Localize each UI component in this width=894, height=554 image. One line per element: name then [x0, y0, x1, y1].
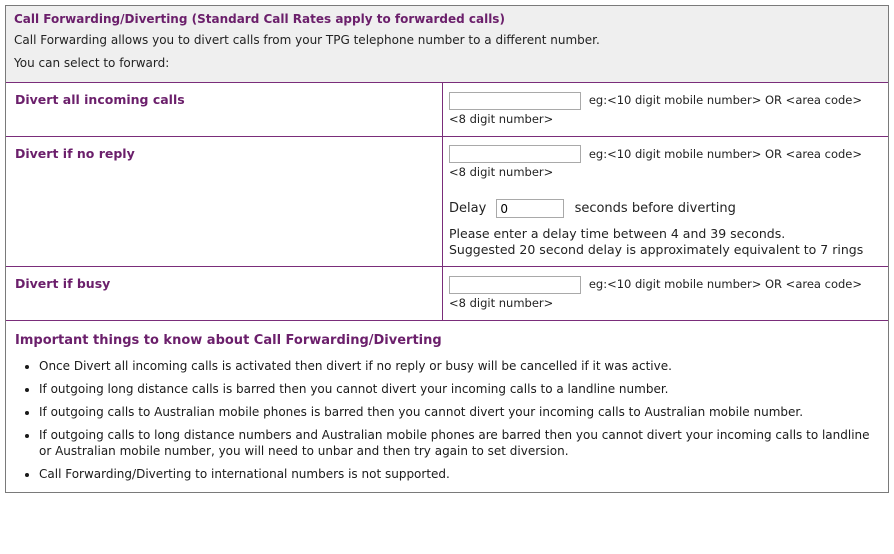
panel-header	[6, 6, 888, 83]
row-divert-if-no-reply	[6, 137, 888, 268]
delay-suffix: seconds before diverting	[574, 201, 736, 216]
delay-row	[449, 199, 880, 218]
divert-busy-number-input[interactable]	[449, 276, 581, 294]
divert-all-hint: eg:<10 digit mobile number> OR <area code> <8 digit number>	[449, 93, 862, 126]
divert-no-reply-label: Divert if no reply	[6, 137, 443, 267]
delay-seconds-input[interactable]	[496, 199, 564, 218]
divert-busy-hint: eg:<10 digit mobile number> OR <area code> <8 digit number>	[449, 277, 862, 310]
list-item: • If outgoing long distance calls is barred then you cannot divert your incoming calls to a landline number.	[39, 381, 880, 397]
row-divert-all-incoming-calls	[6, 83, 888, 137]
delay-label: Delay	[449, 201, 487, 216]
list-item: • If outgoing calls to Australian mobile phones is barred then you cannot divert your incoming calls to Australian mobile number.	[39, 404, 880, 420]
divert-no-reply-field-cell	[443, 137, 888, 267]
important-info-section	[6, 321, 888, 492]
list-item: • Call Forwarding/Diverting to international numbers is not supported.	[39, 466, 880, 482]
divert-no-reply-number-input[interactable]	[449, 145, 581, 163]
info-list	[15, 358, 880, 482]
header-description: Call Forwarding allows you to divert calls from your TPG telephone number to a different number.	[14, 33, 600, 47]
call-forwarding-panel	[5, 5, 889, 493]
divert-all-field-cell	[443, 83, 888, 136]
page-title: Call Forwarding/Diverting (Standard Call Rates apply to forwarded calls)	[14, 12, 505, 26]
info-title: Important things to know about Call Forwarding/Diverting	[15, 332, 442, 348]
divert-busy-field-cell	[443, 267, 888, 320]
divert-no-reply-hint: eg:<10 digit mobile number> OR <area code> <8 digit number>	[449, 146, 862, 179]
list-item: • If outgoing calls to long distance numbers and Australian mobile phones are barred then you cannot divert your incoming calls to landline or Australian mobile number, you will need to unbar and then try again to set diversion.	[39, 427, 880, 459]
delay-note-line-1: Please enter a delay time between 4 and 39 seconds.	[449, 226, 786, 241]
list-item: • Once Divert all incoming calls is activated then divert if no reply or busy will be cancelled if it was active.	[39, 358, 880, 374]
header-select-line: You can select to forward:	[14, 56, 170, 70]
divert-busy-label: Divert if busy	[6, 267, 443, 320]
delay-note-line-2: Suggested 20 second delay is approximately equivalent to 7 rings	[449, 242, 864, 257]
divert-all-label: Divert all incoming calls	[6, 83, 443, 136]
divert-all-number-input[interactable]	[449, 92, 581, 110]
row-divert-if-busy	[6, 267, 888, 321]
